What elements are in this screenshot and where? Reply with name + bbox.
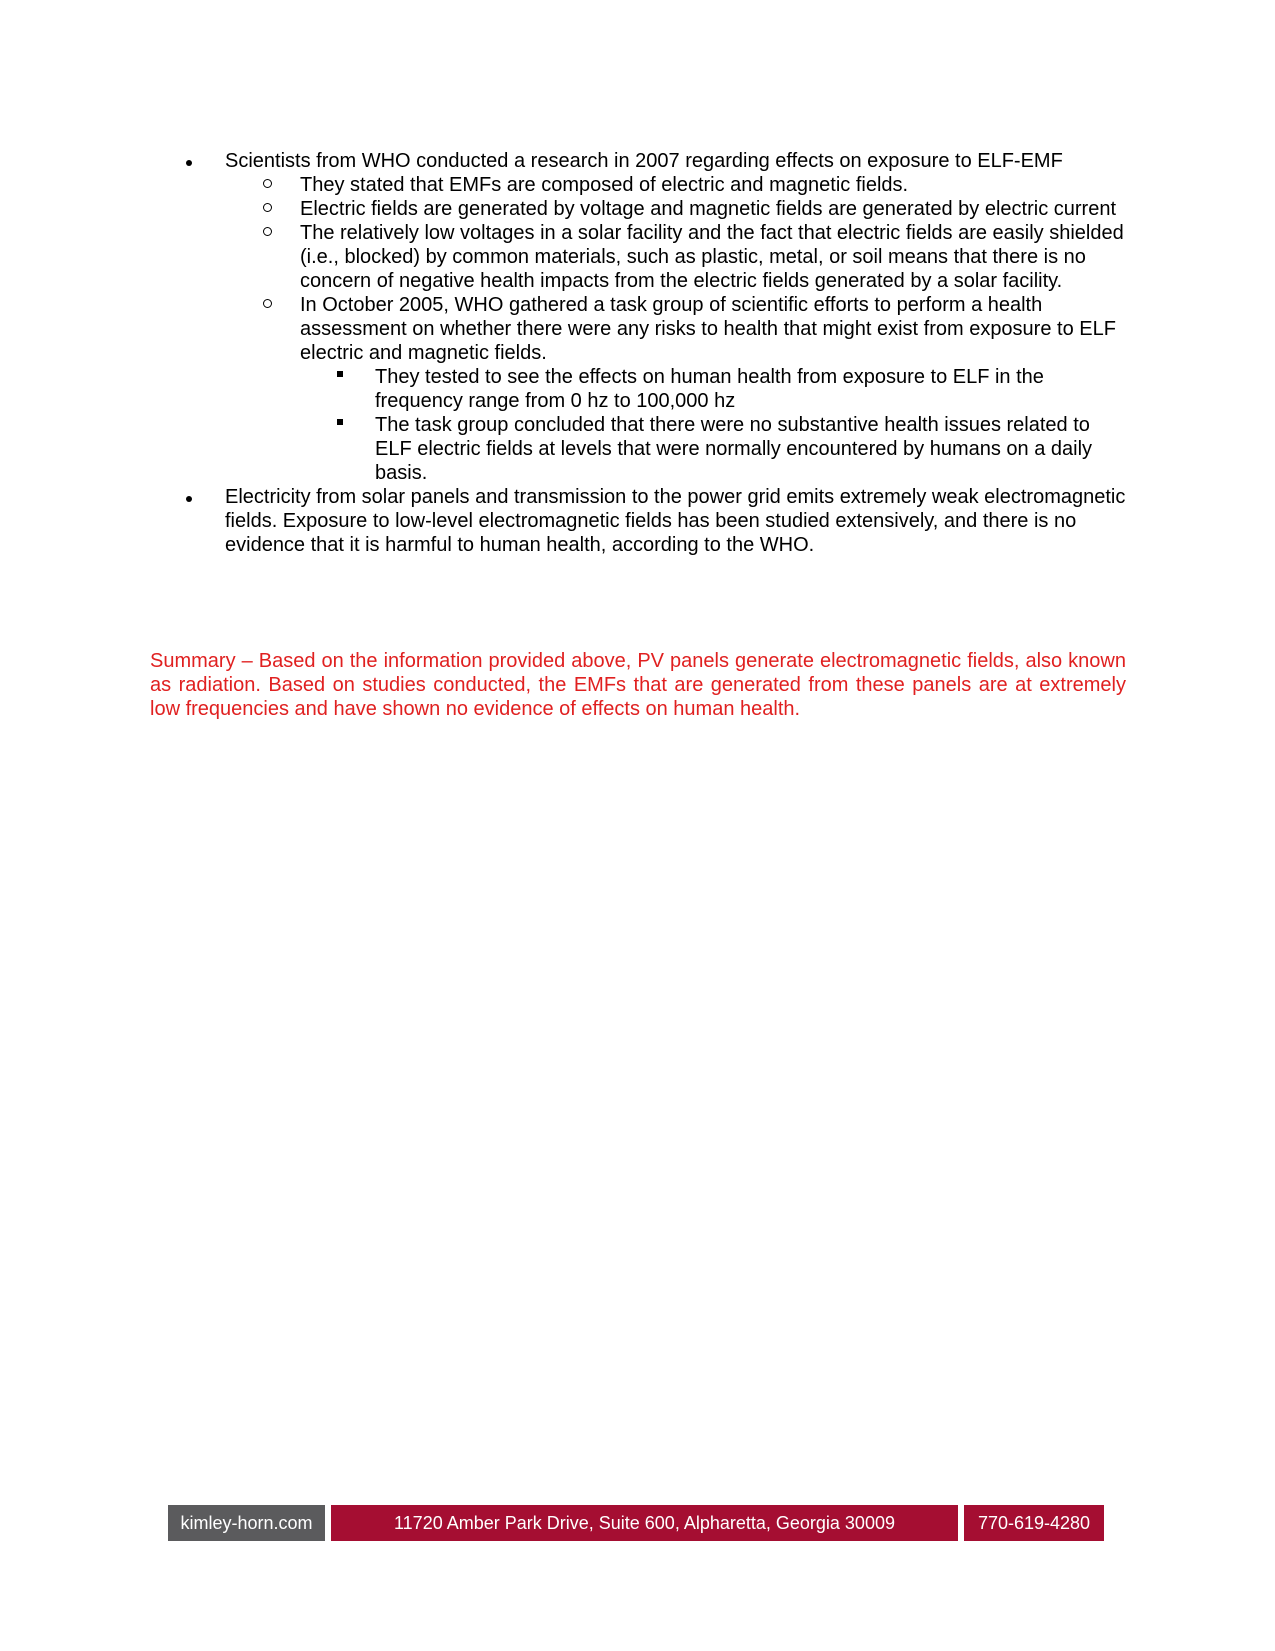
list-item <box>150 485 1130 557</box>
list-item <box>225 173 1130 197</box>
bullet-square-icon <box>337 419 343 425</box>
bullet-dot-icon <box>186 496 192 502</box>
bullet-list <box>150 149 1130 557</box>
sub-sub-bullet-list <box>300 365 1130 485</box>
list-item-text: The relatively low voltages in a solar facility and the fact that electric fields are easily shielded (i.e., blocked) by common materials, such as plastic, metal, or soil means that there is no concern of negative health impacts from the electric fields generated by a solar facility. <box>300 222 1124 292</box>
bullet-circle-icon <box>263 299 272 308</box>
list-item <box>225 197 1130 221</box>
list-item-text: Electricity from solar panels and transmission to the power grid emits extremely weak electromagnetic fields. Exposure to low-level electromagnetic fields has been studied extensively, and there is no evidence that it is harmful to human health, according to the WHO. <box>225 486 1126 556</box>
bullet-circle-icon <box>263 179 272 188</box>
list-item-text: In October 2005, WHO gathered a task group of scientific efforts to perform a health assessment on whether there were any risks to health that might exist from exposure to ELF electric and magnetic fields. <box>300 294 1116 364</box>
bullet-circle-icon <box>263 227 272 236</box>
list-item <box>225 293 1130 485</box>
bullet-square-icon <box>337 371 343 377</box>
list-item <box>150 149 1130 485</box>
list-item-text: Scientists from WHO conducted a research in 2007 regarding effects on exposure to ELF-EMF <box>225 150 1063 172</box>
document-body <box>150 149 1130 557</box>
list-item-text: Electric fields are generated by voltage and magnetic fields are generated by electric current <box>300 198 1117 220</box>
list-item-text: They stated that EMFs are composed of electric and magnetic fields. <box>300 174 909 196</box>
footer-website: kimley-horn.com <box>168 1505 325 1541</box>
summary-paragraph: Summary – Based on the information provided above, PV panels generate electromagnetic fields, also known as radiation. Based on studies conducted, the EMFs that are generated from these panels are at extremely low frequencies and have shown no evidence of effects on human health. <box>150 650 1126 720</box>
bullet-dot-icon <box>186 160 192 166</box>
list-item-text: The task group concluded that there were no substantive health issues related to ELF electric fields at levels that were normally encountered by humans on a daily basis. <box>375 414 1093 484</box>
footer-address: 11720 Amber Park Drive, Suite 600, Alpharetta, Georgia 30009 <box>331 1505 958 1541</box>
footer-phone: 770-619-4280 <box>964 1505 1104 1541</box>
list-item <box>300 365 1130 413</box>
list-item <box>300 413 1130 485</box>
list-item-text: They tested to see the effects on human health from exposure to ELF in the frequency range from 0 hz to 100,000 hz <box>375 366 1044 412</box>
list-item <box>225 221 1130 293</box>
sub-bullet-list <box>225 173 1130 485</box>
bullet-circle-icon <box>263 203 272 212</box>
